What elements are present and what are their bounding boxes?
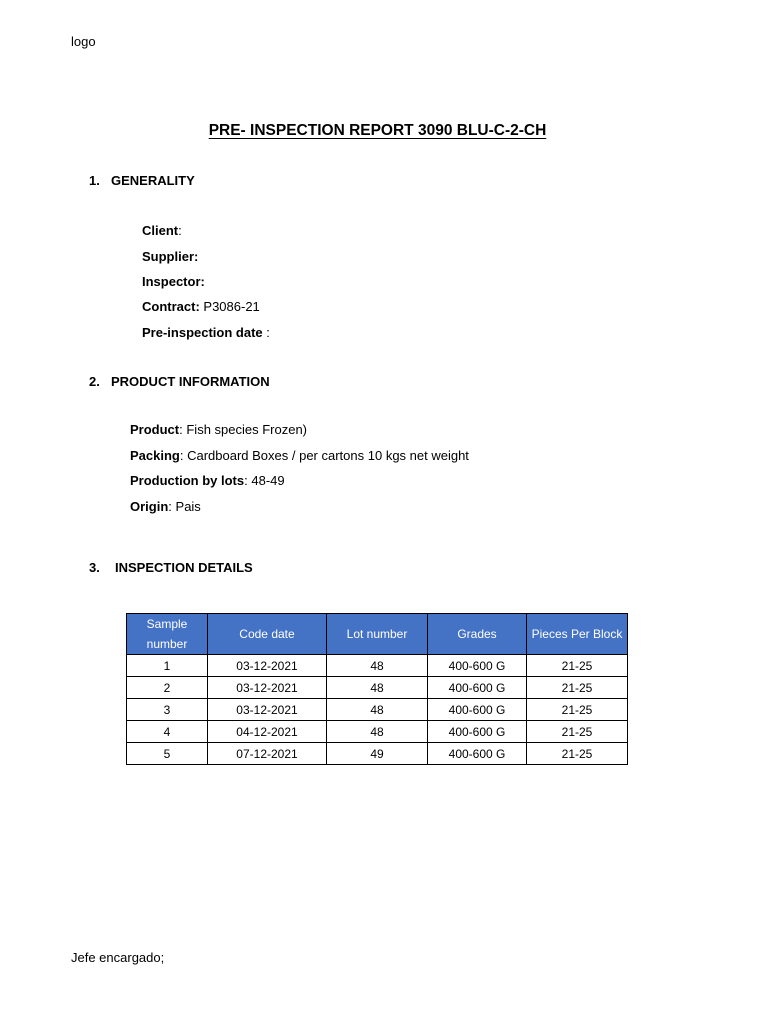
table-cell: 5 xyxy=(127,743,208,765)
table-cell: 21-25 xyxy=(527,677,628,699)
table-cell: 04-12-2021 xyxy=(208,721,327,743)
field-label: Product xyxy=(130,422,180,437)
section-number: 1. xyxy=(89,173,100,188)
table-cell: 1 xyxy=(127,655,208,677)
field-label: Contract: xyxy=(142,299,200,314)
table-row xyxy=(127,699,628,721)
field-separator: : xyxy=(179,422,183,437)
section-inspection-details-heading xyxy=(89,560,253,575)
field-label: Packing xyxy=(130,448,180,463)
field-value: P3086-21 xyxy=(199,299,260,314)
table-row xyxy=(127,655,628,677)
table-cell: 49 xyxy=(327,743,428,765)
field-value: Pais xyxy=(171,499,201,514)
table-cell: 21-25 xyxy=(527,721,628,743)
field-contract xyxy=(142,299,260,314)
field-production-by-lots xyxy=(130,473,285,488)
inspection-details-table xyxy=(126,613,628,765)
table-header-row xyxy=(127,614,628,655)
report-title xyxy=(0,122,755,140)
field-packing xyxy=(130,448,469,463)
logo-placeholder: logo xyxy=(71,34,96,49)
column-header-lot-number: Lot number xyxy=(327,614,428,655)
section-generality-heading xyxy=(89,173,195,188)
report-title-text: PRE- INSPECTION REPORT 3090 BLU-C-2-CH xyxy=(208,122,547,139)
table-cell: 48 xyxy=(327,721,428,743)
table-cell: 48 xyxy=(327,677,428,699)
field-inspector xyxy=(142,274,205,289)
field-product xyxy=(130,422,307,437)
section-product-information-heading xyxy=(89,374,270,389)
field-origin xyxy=(130,499,201,514)
field-label: Origin xyxy=(130,499,169,514)
field-separator: : xyxy=(178,223,182,238)
section-title: PRODUCT INFORMATION xyxy=(111,374,270,389)
table-cell: 400-600 G xyxy=(428,721,527,743)
section-number: 2. xyxy=(89,374,100,389)
table-cell: 400-600 G xyxy=(428,743,527,765)
table-cell: 48 xyxy=(327,699,428,721)
field-label: Client xyxy=(142,223,179,238)
table-row xyxy=(127,677,628,699)
section-title: INSPECTION DETAILS xyxy=(115,560,253,575)
table-row xyxy=(127,743,628,765)
column-header-pieces-per-block: Pieces Per Block xyxy=(527,614,628,655)
field-client xyxy=(142,223,182,238)
field-label: Pre-inspection date xyxy=(142,325,263,340)
table-cell: 4 xyxy=(127,721,208,743)
field-pre-inspection-date xyxy=(142,325,270,340)
field-value: Cardboard Boxes / per cartons 10 kgs net weight xyxy=(183,448,469,463)
field-value: 48-49 xyxy=(247,473,285,488)
table-row xyxy=(127,721,628,743)
table-cell: 3 xyxy=(127,699,208,721)
table-cell: 48 xyxy=(327,655,428,677)
signature-label: Jefe encargado; xyxy=(71,950,165,965)
column-header-grades: Grades xyxy=(428,614,527,655)
table-cell: 21-25 xyxy=(527,655,628,677)
field-label: Production by lots xyxy=(130,473,245,488)
section-number: 3. xyxy=(89,560,100,575)
column-header-code-date: Code date xyxy=(208,614,327,655)
table-cell: 400-600 G xyxy=(428,677,527,699)
table-cell: 2 xyxy=(127,677,208,699)
field-separator: : xyxy=(244,473,248,488)
section-title: GENERALITY xyxy=(111,173,195,188)
field-label: Inspector: xyxy=(142,274,205,289)
table-cell: 03-12-2021 xyxy=(208,699,327,721)
table-cell: 400-600 G xyxy=(428,699,527,721)
table-cell: 07-12-2021 xyxy=(208,743,327,765)
field-separator: : xyxy=(179,448,184,463)
field-label: Supplier: xyxy=(142,249,199,264)
table-cell: 03-12-2021 xyxy=(208,677,327,699)
table-cell: 21-25 xyxy=(527,699,628,721)
table-cell: 03-12-2021 xyxy=(208,655,327,677)
column-header-sample-number: Sample number xyxy=(127,614,208,655)
field-separator: : xyxy=(168,499,172,514)
table-cell: 400-600 G xyxy=(428,655,527,677)
field-separator: : xyxy=(262,325,270,340)
table-cell: 21-25 xyxy=(527,743,628,765)
field-supplier xyxy=(142,249,198,264)
field-value: Fish species Frozen) xyxy=(182,422,308,437)
